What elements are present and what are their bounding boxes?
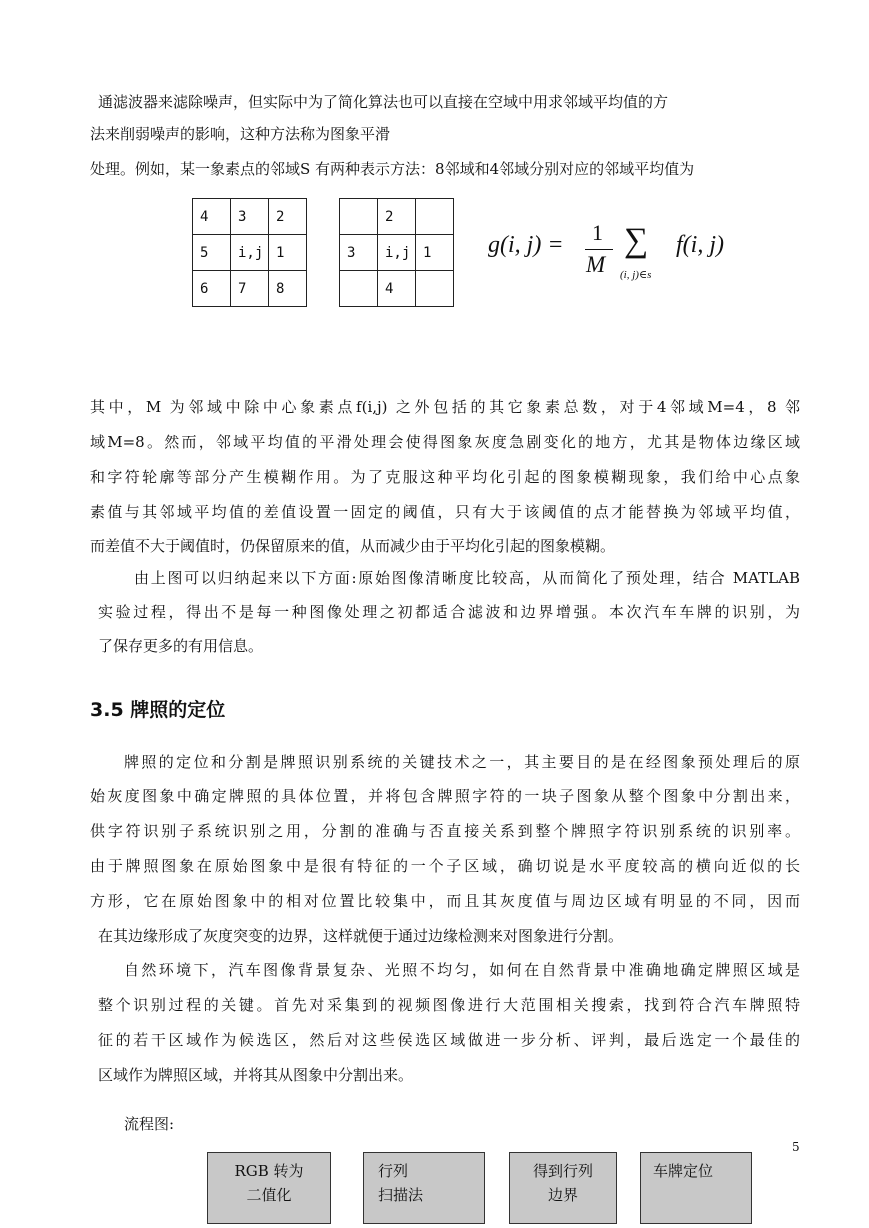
flow-box-line: 车牌定位 xyxy=(653,1162,714,1180)
fraction-bar xyxy=(585,249,613,250)
para1-line: 而差值不大于阈值时，仍保留原来的值，从而减少由于平均化引起的图象模糊。 xyxy=(90,537,616,555)
flow-box-line: RGB 转为 xyxy=(234,1162,304,1180)
para1-line: 和字符轮廓等部分产生模糊作用。为了克服这种平均化引起的图象模糊现象，我们给中心点象 xyxy=(90,468,800,486)
grid4-cell: 2 xyxy=(378,199,416,235)
flow-box-line: 二值化 xyxy=(246,1186,292,1204)
intro-line-3: 处理。例如，某一象素点的邻域S 有两种表示方法：8邻域和4邻域分别对应的邻域平均值为 xyxy=(90,160,695,178)
para1-line: 域M=8。然而，邻域平均值的平滑处理会使得图象灰度急剧变化的地方，尤其是物体边缘区域 xyxy=(90,433,800,451)
flow-box-line: 得到行列 xyxy=(532,1162,593,1180)
para3-line: 始灰度图象中确定牌照的具体位置，并将包含牌照字符的一块子图象从整个图象中分割出来， xyxy=(90,787,800,805)
formula-rhs: f(i, j) xyxy=(676,232,724,258)
grid8-cell: 6 xyxy=(193,271,231,307)
para3-line: 方形，它在原始图象中的相对位置比较集中，而且其灰度值与周边区域有明显的不同，因而 xyxy=(90,892,800,910)
grid8-cell: 4 xyxy=(193,199,231,235)
summation-symbol: ∑ xyxy=(624,222,649,259)
para4-line: 区域作为牌照区域，并将其从图象中分割出来。 xyxy=(98,1066,414,1084)
neighborhood-8-grid xyxy=(192,198,307,307)
para3-line: 由于牌照图象在原始图象中是很有特征的一个子区域，确切说是水平度较高的横向近似的长 xyxy=(90,857,800,875)
para3-line: 牌照的定位和分割是牌照识别系统的关键技术之一，其主要目的是在经图象预处理后的原 xyxy=(124,753,800,771)
formula-denominator: M xyxy=(586,252,606,277)
flow-box-row-column-scan xyxy=(363,1152,485,1224)
page-number: 5 xyxy=(792,1140,800,1154)
grid4-cell xyxy=(416,271,454,307)
para1-line: 素值与其邻域平均值的差值设置一固定的阈值，只有大于该阈值的点才能替换为邻域平均值， xyxy=(90,503,800,521)
grid4-cell: 3 xyxy=(340,235,378,271)
neighborhood-4-grid xyxy=(339,198,454,307)
para3-line: 在其边缘形成了灰度突变的边界，这样就便于通过边缘检测来对图象进行分割。 xyxy=(98,927,624,945)
grid8-cell: i,j xyxy=(231,235,269,271)
grid4-cell: 4 xyxy=(378,271,416,307)
section-heading: 3.5 牌照的定位 xyxy=(90,699,226,721)
neighborhood-average-formula xyxy=(488,218,758,288)
para4-line: 征的若干区域作为候选区，然后对这些侯选区域做进一步分析、评判，最后选定一个最佳的 xyxy=(98,1031,800,1049)
grid8-cell: 1 xyxy=(269,235,307,271)
para4-line: 整个识别过程的关键。首先对采集到的视频图像进行大范围相关搜索，找到符合汽车牌照特 xyxy=(98,996,800,1014)
flow-box-rgb-binarize xyxy=(207,1152,331,1224)
flow-box-get-boundaries xyxy=(509,1152,617,1224)
grid4-cell xyxy=(340,199,378,235)
grid8-cell: 3 xyxy=(231,199,269,235)
para2-line: 了保存更多的有用信息。 xyxy=(98,637,264,655)
flow-box-line: 扫描法 xyxy=(378,1186,424,1204)
para2-line: 由上图可以归纳起来以下方面:原始图像清晰度比较高，从而简化了预处理，结合 MATLAB xyxy=(134,569,800,587)
flow-box-plate-location xyxy=(640,1152,752,1224)
grid8-cell: 2 xyxy=(269,199,307,235)
para1-line: 其中，M 为邻域中除中心象素点f(i,j) 之外包括的其它象素总数，对于4邻域M=4，8 邻 xyxy=(90,398,800,416)
grid4-cell: i,j xyxy=(378,235,416,271)
intro-line-1: 通滤波器来滤除噪声，但实际中为了简化算法也可以直接在空域中用求邻域平均值的方 xyxy=(98,93,669,111)
formula-numerator: 1 xyxy=(592,220,603,245)
para3-line: 供字符识别子系统识别之用，分割的准确与否直接关系到整个牌照字符识别系统的识别率。 xyxy=(90,822,800,840)
grid4-cell: 1 xyxy=(416,235,454,271)
para2-line: 实验过程，得出不是每一种图像处理之初都适合滤波和边界增强。本次汽车车牌的识别，为 xyxy=(98,603,800,621)
formula-lhs: g(i, j) = xyxy=(488,232,564,258)
grid8-cell: 5 xyxy=(193,235,231,271)
grid4-cell xyxy=(340,271,378,307)
summation-subscript: (i, j)∈s xyxy=(620,269,652,281)
flow-box-line: 行列 xyxy=(378,1162,409,1180)
grid8-cell: 8 xyxy=(269,271,307,307)
flowchart-label: 流程图: xyxy=(124,1115,175,1133)
intro-line-2: 法来削弱噪声的影响，这种方法称为图象平滑 xyxy=(90,125,391,143)
grid8-cell: 7 xyxy=(231,271,269,307)
flow-box-line: 边界 xyxy=(547,1186,578,1204)
grid4-cell xyxy=(416,199,454,235)
para4-line: 自然环境下，汽车图像背景复杂、光照不均匀，如何在自然背景中准确地确定牌照区域是 xyxy=(124,961,800,979)
